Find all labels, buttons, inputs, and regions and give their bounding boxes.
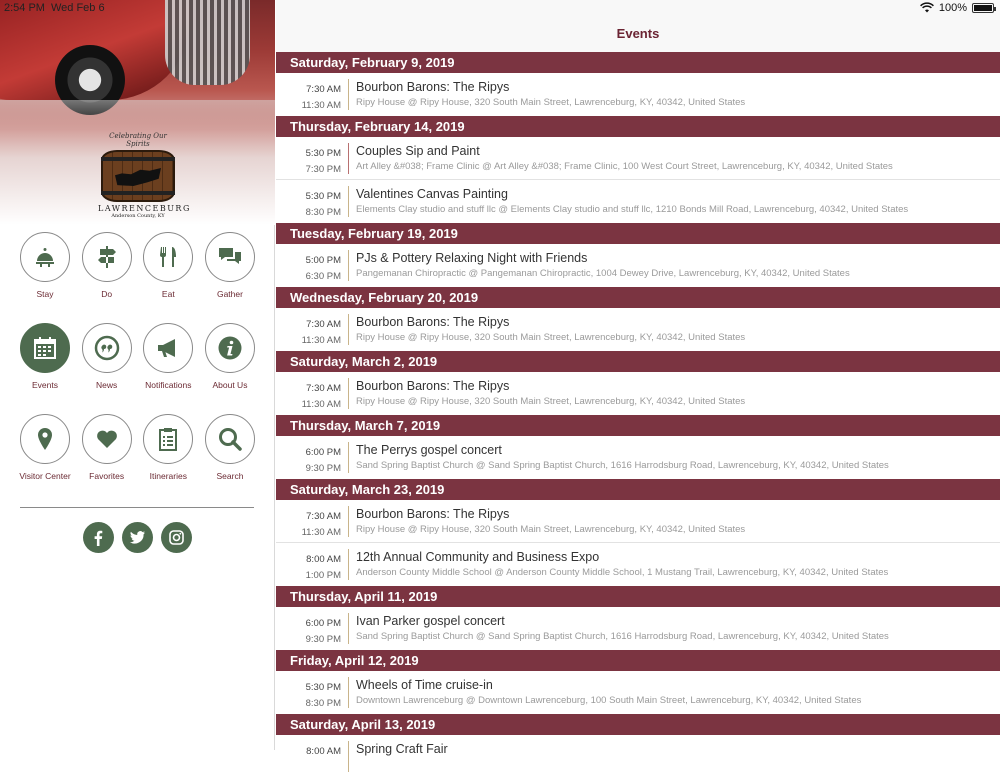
heart-icon xyxy=(94,426,120,452)
menu-label: Do xyxy=(101,289,113,299)
event-name: Wheels of Time cruise-in xyxy=(356,678,493,692)
event-start-time: 5:30 PM xyxy=(305,191,341,202)
event-location: Ripy House @ Ripy House, 320 South Main Street, Lawrenceburg, KY, 40342, United States xyxy=(356,97,746,108)
event-divider xyxy=(348,314,349,345)
event-end-time: 11:30 AM xyxy=(301,335,341,346)
event-divider xyxy=(348,186,349,217)
section-date-header: Saturday, February 9, 2019 xyxy=(276,52,1000,73)
logo-name: LAWRENCEBURG xyxy=(98,204,191,213)
event-times xyxy=(276,253,341,285)
menu-button[interactable] xyxy=(143,414,193,464)
kentucky-shape-icon xyxy=(115,168,161,186)
event-info xyxy=(356,613,990,644)
menu-item-gather[interactable] xyxy=(204,232,256,323)
menu-label: Stay xyxy=(36,289,54,299)
section-date-header: Tuesday, February 19, 2019 xyxy=(276,223,1000,244)
info-icon xyxy=(217,335,243,361)
section-date-header: Thursday, April 11, 2019 xyxy=(276,586,1000,607)
event-info xyxy=(356,186,990,217)
menu-button[interactable] xyxy=(20,414,70,464)
logo-tagline: Celebrating Our Spirits xyxy=(109,132,167,148)
facebook-icon xyxy=(90,529,107,546)
menu-item-search[interactable] xyxy=(204,414,256,505)
event-location: Pangemanan Chiropractic @ Pangemanan Chiropractic, 1004 Dewey Drive, Lawrenceburg, KY, 40342, United States xyxy=(356,268,850,279)
event-divider xyxy=(348,442,349,473)
menu-label: About Us xyxy=(212,380,248,390)
event-row[interactable] xyxy=(276,671,1000,714)
menu-button[interactable] xyxy=(205,232,255,282)
calendar-icon xyxy=(32,335,58,361)
event-row[interactable] xyxy=(276,436,1000,479)
event-row[interactable] xyxy=(276,73,1000,116)
event-row[interactable] xyxy=(276,137,1000,180)
menu-item-itineraries[interactable] xyxy=(142,414,194,505)
menu-item-do[interactable] xyxy=(81,232,133,323)
menu-label: Gather xyxy=(216,289,243,299)
event-divider xyxy=(348,250,349,281)
event-info xyxy=(356,250,990,281)
event-row[interactable] xyxy=(276,244,1000,287)
social-links xyxy=(0,522,275,553)
event-end-time: 11:30 AM xyxy=(301,100,341,111)
event-location: Sand Spring Baptist Church @ Sand Spring Baptist Church, 1616 Harrodsburg Road, Lawrenceburg, KY, 40342, United States xyxy=(356,460,889,471)
hero-fade xyxy=(0,100,275,130)
lawrenceburg-logo xyxy=(98,132,191,219)
event-end-time: 8:30 PM xyxy=(305,207,341,218)
barrel-hoop-top xyxy=(101,157,175,161)
event-location: Elements Clay studio and stuff llc @ Elements Clay studio and stuff llc, 1210 Bonds Mill Road, Lawrenceburg, 40342, United States xyxy=(356,204,909,215)
utensils-icon xyxy=(155,244,181,270)
event-start-time: 6:00 PM xyxy=(305,618,341,629)
event-name: 12th Annual Community and Business Expo xyxy=(356,550,600,564)
event-start-time: 5:30 PM xyxy=(305,682,341,693)
menu-button[interactable] xyxy=(143,232,193,282)
event-times xyxy=(276,381,341,413)
event-row[interactable] xyxy=(276,607,1000,650)
menu-button[interactable] xyxy=(205,414,255,464)
wifi-icon xyxy=(920,3,934,13)
event-times xyxy=(276,317,341,349)
menu-button[interactable] xyxy=(143,323,193,373)
event-times xyxy=(276,744,341,760)
event-times xyxy=(276,616,341,648)
menu-label: Notifications xyxy=(145,380,192,390)
chat-icon xyxy=(217,244,243,270)
event-times xyxy=(276,82,341,114)
event-info xyxy=(356,79,990,110)
event-location: Art Alley &#038; Frame Clinic @ Art Alley &#038; Frame Clinic, 100 West Court Street, Lawrenceburg, KY, 40342, United States xyxy=(356,161,893,172)
event-info xyxy=(356,741,990,758)
event-name: Valentines Canvas Painting xyxy=(356,187,508,201)
barrel-hoop-bottom xyxy=(101,191,175,195)
menu-row xyxy=(0,323,275,414)
nav-bar xyxy=(276,0,1000,52)
section-date-header: Thursday, March 7, 2019 xyxy=(276,415,1000,436)
event-start-time: 5:00 PM xyxy=(305,255,341,266)
menu-label: Eat xyxy=(161,289,175,299)
event-start-time: 6:00 PM xyxy=(305,447,341,458)
event-info xyxy=(356,677,990,708)
event-location: Anderson County Middle School @ Anderson County Middle School, 1 Mustang Trail, Lawrenceburg, KY, 40342, United States xyxy=(356,567,889,578)
clipboard-icon xyxy=(155,426,181,452)
event-times xyxy=(276,552,341,584)
section-date-header: Saturday, March 2, 2019 xyxy=(276,351,1000,372)
event-location: Ripy House @ Ripy House, 320 South Main Street, Lawrenceburg, KY, 40342, United States xyxy=(356,396,746,407)
event-name: The Perrys gospel concert xyxy=(356,443,502,457)
event-end-time: 11:30 AM xyxy=(301,527,341,538)
events-list[interactable] xyxy=(276,52,1000,778)
event-start-time: 7:30 AM xyxy=(306,84,341,95)
event-name: Bourbon Barons: The Ripys xyxy=(356,379,510,393)
event-info xyxy=(356,506,990,537)
menu-label: Visitor Center xyxy=(19,471,71,481)
event-info xyxy=(356,314,990,345)
signpost-icon xyxy=(94,244,120,270)
menu-item-stay[interactable] xyxy=(19,232,71,323)
event-start-time: 5:30 PM xyxy=(305,148,341,159)
event-row[interactable] xyxy=(276,308,1000,351)
event-row[interactable] xyxy=(276,735,1000,778)
event-name: Spring Craft Fair xyxy=(356,742,448,756)
status-bar-right xyxy=(920,2,994,14)
event-end-time: 11:30 AM xyxy=(301,399,341,410)
event-end-time: 7:30 PM xyxy=(305,164,341,175)
event-divider xyxy=(348,79,349,110)
battery-icon xyxy=(972,3,994,13)
event-times xyxy=(276,146,341,178)
twitter-icon xyxy=(129,529,146,546)
section-date-header: Saturday, March 23, 2019 xyxy=(276,479,1000,500)
facebook-button[interactable] xyxy=(83,522,114,553)
map-pin-icon xyxy=(32,426,58,452)
menu-row xyxy=(0,232,275,323)
event-divider xyxy=(348,506,349,537)
twitter-button[interactable] xyxy=(122,522,153,553)
menu-item-events[interactable] xyxy=(19,323,71,414)
logo-sub: Anderson County, KY xyxy=(111,213,165,219)
menu-item-visitor-center[interactable] xyxy=(19,414,71,505)
instagram-icon xyxy=(168,529,185,546)
event-times xyxy=(276,680,341,712)
event-row[interactable] xyxy=(276,543,1000,586)
event-name: Ivan Parker gospel concert xyxy=(356,614,505,628)
hero-grille xyxy=(165,0,250,85)
instagram-button[interactable] xyxy=(161,522,192,553)
megaphone-icon xyxy=(155,335,181,361)
sidebar-divider xyxy=(20,507,254,508)
barrel-icon xyxy=(101,150,175,202)
event-end-time: 9:30 PM xyxy=(305,463,341,474)
bell-icon xyxy=(32,244,58,270)
menu-item-eat[interactable] xyxy=(142,232,194,323)
quote-icon xyxy=(94,335,120,361)
event-location: Ripy House @ Ripy House, 320 South Main Street, Lawrenceburg, KY, 40342, United States xyxy=(356,524,746,535)
event-location: Ripy House @ Ripy House, 320 South Main Street, Lawrenceburg, KY, 40342, United States xyxy=(356,332,746,343)
menu-label: Events xyxy=(32,380,58,390)
menu-button[interactable] xyxy=(82,232,132,282)
menu-label: Search xyxy=(216,471,244,481)
status-time: 2:54 PM xyxy=(4,2,45,14)
event-row[interactable] xyxy=(276,500,1000,543)
event-start-time: 8:00 AM xyxy=(306,554,341,565)
event-start-time: 7:30 AM xyxy=(306,511,341,522)
event-divider xyxy=(348,741,349,772)
event-end-time: 6:30 PM xyxy=(305,271,341,282)
event-divider xyxy=(348,549,349,580)
search-icon xyxy=(217,426,243,452)
event-location: Downtown Lawrenceburg @ Downtown Lawrenceburg, 100 South Main Street, Lawrenceburg, KY, 40342, United States xyxy=(356,695,862,706)
event-divider xyxy=(348,378,349,409)
event-info xyxy=(356,549,990,580)
event-info xyxy=(356,143,990,174)
event-info xyxy=(356,442,990,473)
sidebar-menu xyxy=(0,232,275,505)
menu-button[interactable] xyxy=(20,232,70,282)
menu-button[interactable] xyxy=(205,323,255,373)
menu-item-notifications[interactable] xyxy=(142,323,194,414)
event-divider xyxy=(348,613,349,644)
sidebar xyxy=(0,0,275,750)
menu-item-about[interactable] xyxy=(204,323,256,414)
section-date-header: Wednesday, February 20, 2019 xyxy=(276,287,1000,308)
event-start-time: 8:00 AM xyxy=(306,746,341,757)
event-end-time: 9:30 PM xyxy=(305,634,341,645)
event-start-time: 7:30 AM xyxy=(306,319,341,330)
menu-label: Itineraries xyxy=(149,471,187,481)
menu-button[interactable] xyxy=(82,323,132,373)
event-name: Bourbon Barons: The Ripys xyxy=(356,315,510,329)
battery-percent: 100% xyxy=(938,2,967,14)
hero-image xyxy=(0,0,275,225)
event-name: Bourbon Barons: The Ripys xyxy=(356,507,510,521)
event-divider xyxy=(348,143,349,174)
event-name: PJs & Pottery Relaxing Night with Friends xyxy=(356,251,588,265)
menu-label: News xyxy=(96,380,118,390)
event-times xyxy=(276,509,341,541)
events-panel xyxy=(276,0,1000,757)
menu-label: Favorites xyxy=(89,471,125,481)
menu-button[interactable] xyxy=(82,414,132,464)
menu-button-active[interactable] xyxy=(20,323,70,373)
section-date-header: Thursday, February 14, 2019 xyxy=(276,116,1000,137)
event-divider xyxy=(348,677,349,708)
status-bar-left xyxy=(4,2,111,14)
event-info xyxy=(356,378,990,409)
event-name: Couples Sip and Paint xyxy=(356,144,480,158)
event-end-time: 1:00 PM xyxy=(305,570,341,581)
menu-row xyxy=(0,414,275,505)
status-date: Wed Feb 6 xyxy=(50,2,105,14)
event-location: Sand Spring Baptist Church @ Sand Spring Baptist Church, 1616 Harrodsburg Road, Lawrenceburg, KY, 40342, United States xyxy=(356,631,889,642)
event-row[interactable] xyxy=(276,180,1000,223)
event-times xyxy=(276,445,341,477)
event-name: Bourbon Barons: The Ripys xyxy=(356,80,510,94)
section-date-header: Friday, April 12, 2019 xyxy=(276,650,1000,671)
event-times xyxy=(276,189,341,221)
menu-item-favorites[interactable] xyxy=(81,414,133,505)
menu-item-news[interactable] xyxy=(81,323,133,414)
battery-fill xyxy=(974,5,992,11)
page-title: Events xyxy=(616,25,660,41)
event-end-time: 8:30 PM xyxy=(305,698,341,709)
section-date-header: Saturday, April 13, 2019 xyxy=(276,714,1000,735)
event-row[interactable] xyxy=(276,372,1000,415)
event-start-time: 7:30 AM xyxy=(306,383,341,394)
